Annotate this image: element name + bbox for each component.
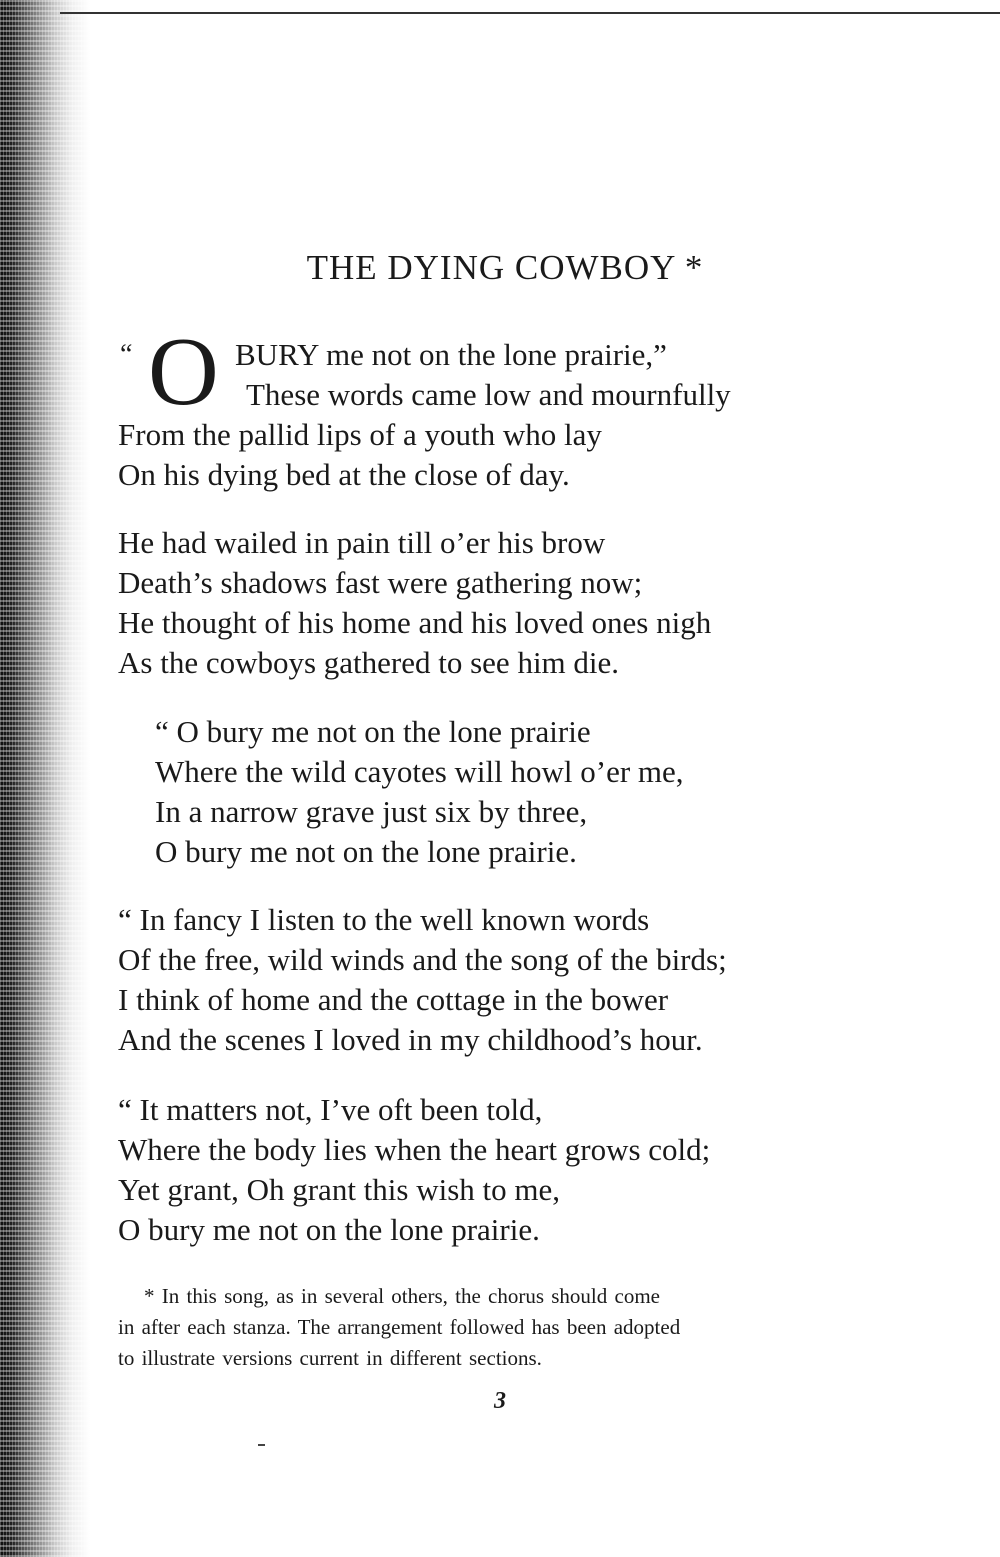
stanza-4 <box>118 1090 710 1250</box>
stanza-3-line-1: “ In fancy I listen to the well known words <box>118 902 650 937</box>
stanza-3 <box>118 900 727 1060</box>
page-number: 3 <box>494 1388 506 1414</box>
stanza-4-line-4: O bury me not on the lone prairie. <box>118 1212 540 1247</box>
stanza-2-line-3: He thought of his home and his loved ones nigh <box>118 605 712 640</box>
chorus-line-1: “ O bury me not on the lone prairie <box>155 714 591 749</box>
stanza-3-line-2: Of the free, wild winds and the song of the birds; <box>118 942 727 977</box>
chorus-line-4: O bury me not on the lone prairie. <box>155 834 577 869</box>
stanza-1 <box>118 318 731 495</box>
footnote-line-2: in after each stanza. The arrangement followed has been adopted <box>118 1315 681 1339</box>
footnote-line-3: to illustrate versions current in different sections. <box>118 1346 542 1370</box>
stanza-3-line-3: I think of home and the cottage in the bower <box>118 982 669 1017</box>
stanza-2-line-1: He had wailed in pain till o’er his brow <box>118 525 606 560</box>
print-speck <box>258 1444 265 1446</box>
footnote <box>118 1281 888 1374</box>
drop-cap: O <box>148 318 219 426</box>
chorus-line-3: In a narrow grave just six by three, <box>155 794 588 829</box>
stanza-4-line-2: Where the body lies when the heart grows cold; <box>118 1132 711 1167</box>
stanza-1-line-2: These words came low and mournfully <box>246 377 731 412</box>
chorus <box>155 712 684 872</box>
stanza-2-line-4: As the cowboys gathered to see him die. <box>118 645 620 680</box>
stanza-1-line-3: From the pallid lips of a youth who lay <box>118 417 602 452</box>
chorus-line-2: Where the wild cayotes will howl o’er me, <box>155 754 684 789</box>
top-rule <box>60 12 1000 14</box>
stanza-4-line-3: Yet grant, Oh grant this wish to me, <box>118 1172 561 1207</box>
stanza-1-line-4: On his dying bed at the close of day. <box>118 457 570 492</box>
scanned-binding-edge <box>0 0 90 1557</box>
poem-title: THE DYING COWBOY * <box>306 248 704 287</box>
stanza-1-lead <box>118 318 731 426</box>
stanza-3-line-4: And the scenes I loved in my childhood’s hour. <box>118 1022 703 1057</box>
stanza-2-line-2: Death’s shadows fast were gathering now; <box>118 565 643 600</box>
stanza-1-line-1: BURY me not on the lone prairie,” <box>235 337 667 372</box>
stanza-4-line-1: “ It matters not, I’ve oft been told, <box>118 1092 543 1127</box>
footnote-line-1: * In this song, as in several others, the chorus should come <box>144 1284 660 1308</box>
stanza-2 <box>118 523 711 683</box>
opening-quote: “ <box>120 339 133 370</box>
